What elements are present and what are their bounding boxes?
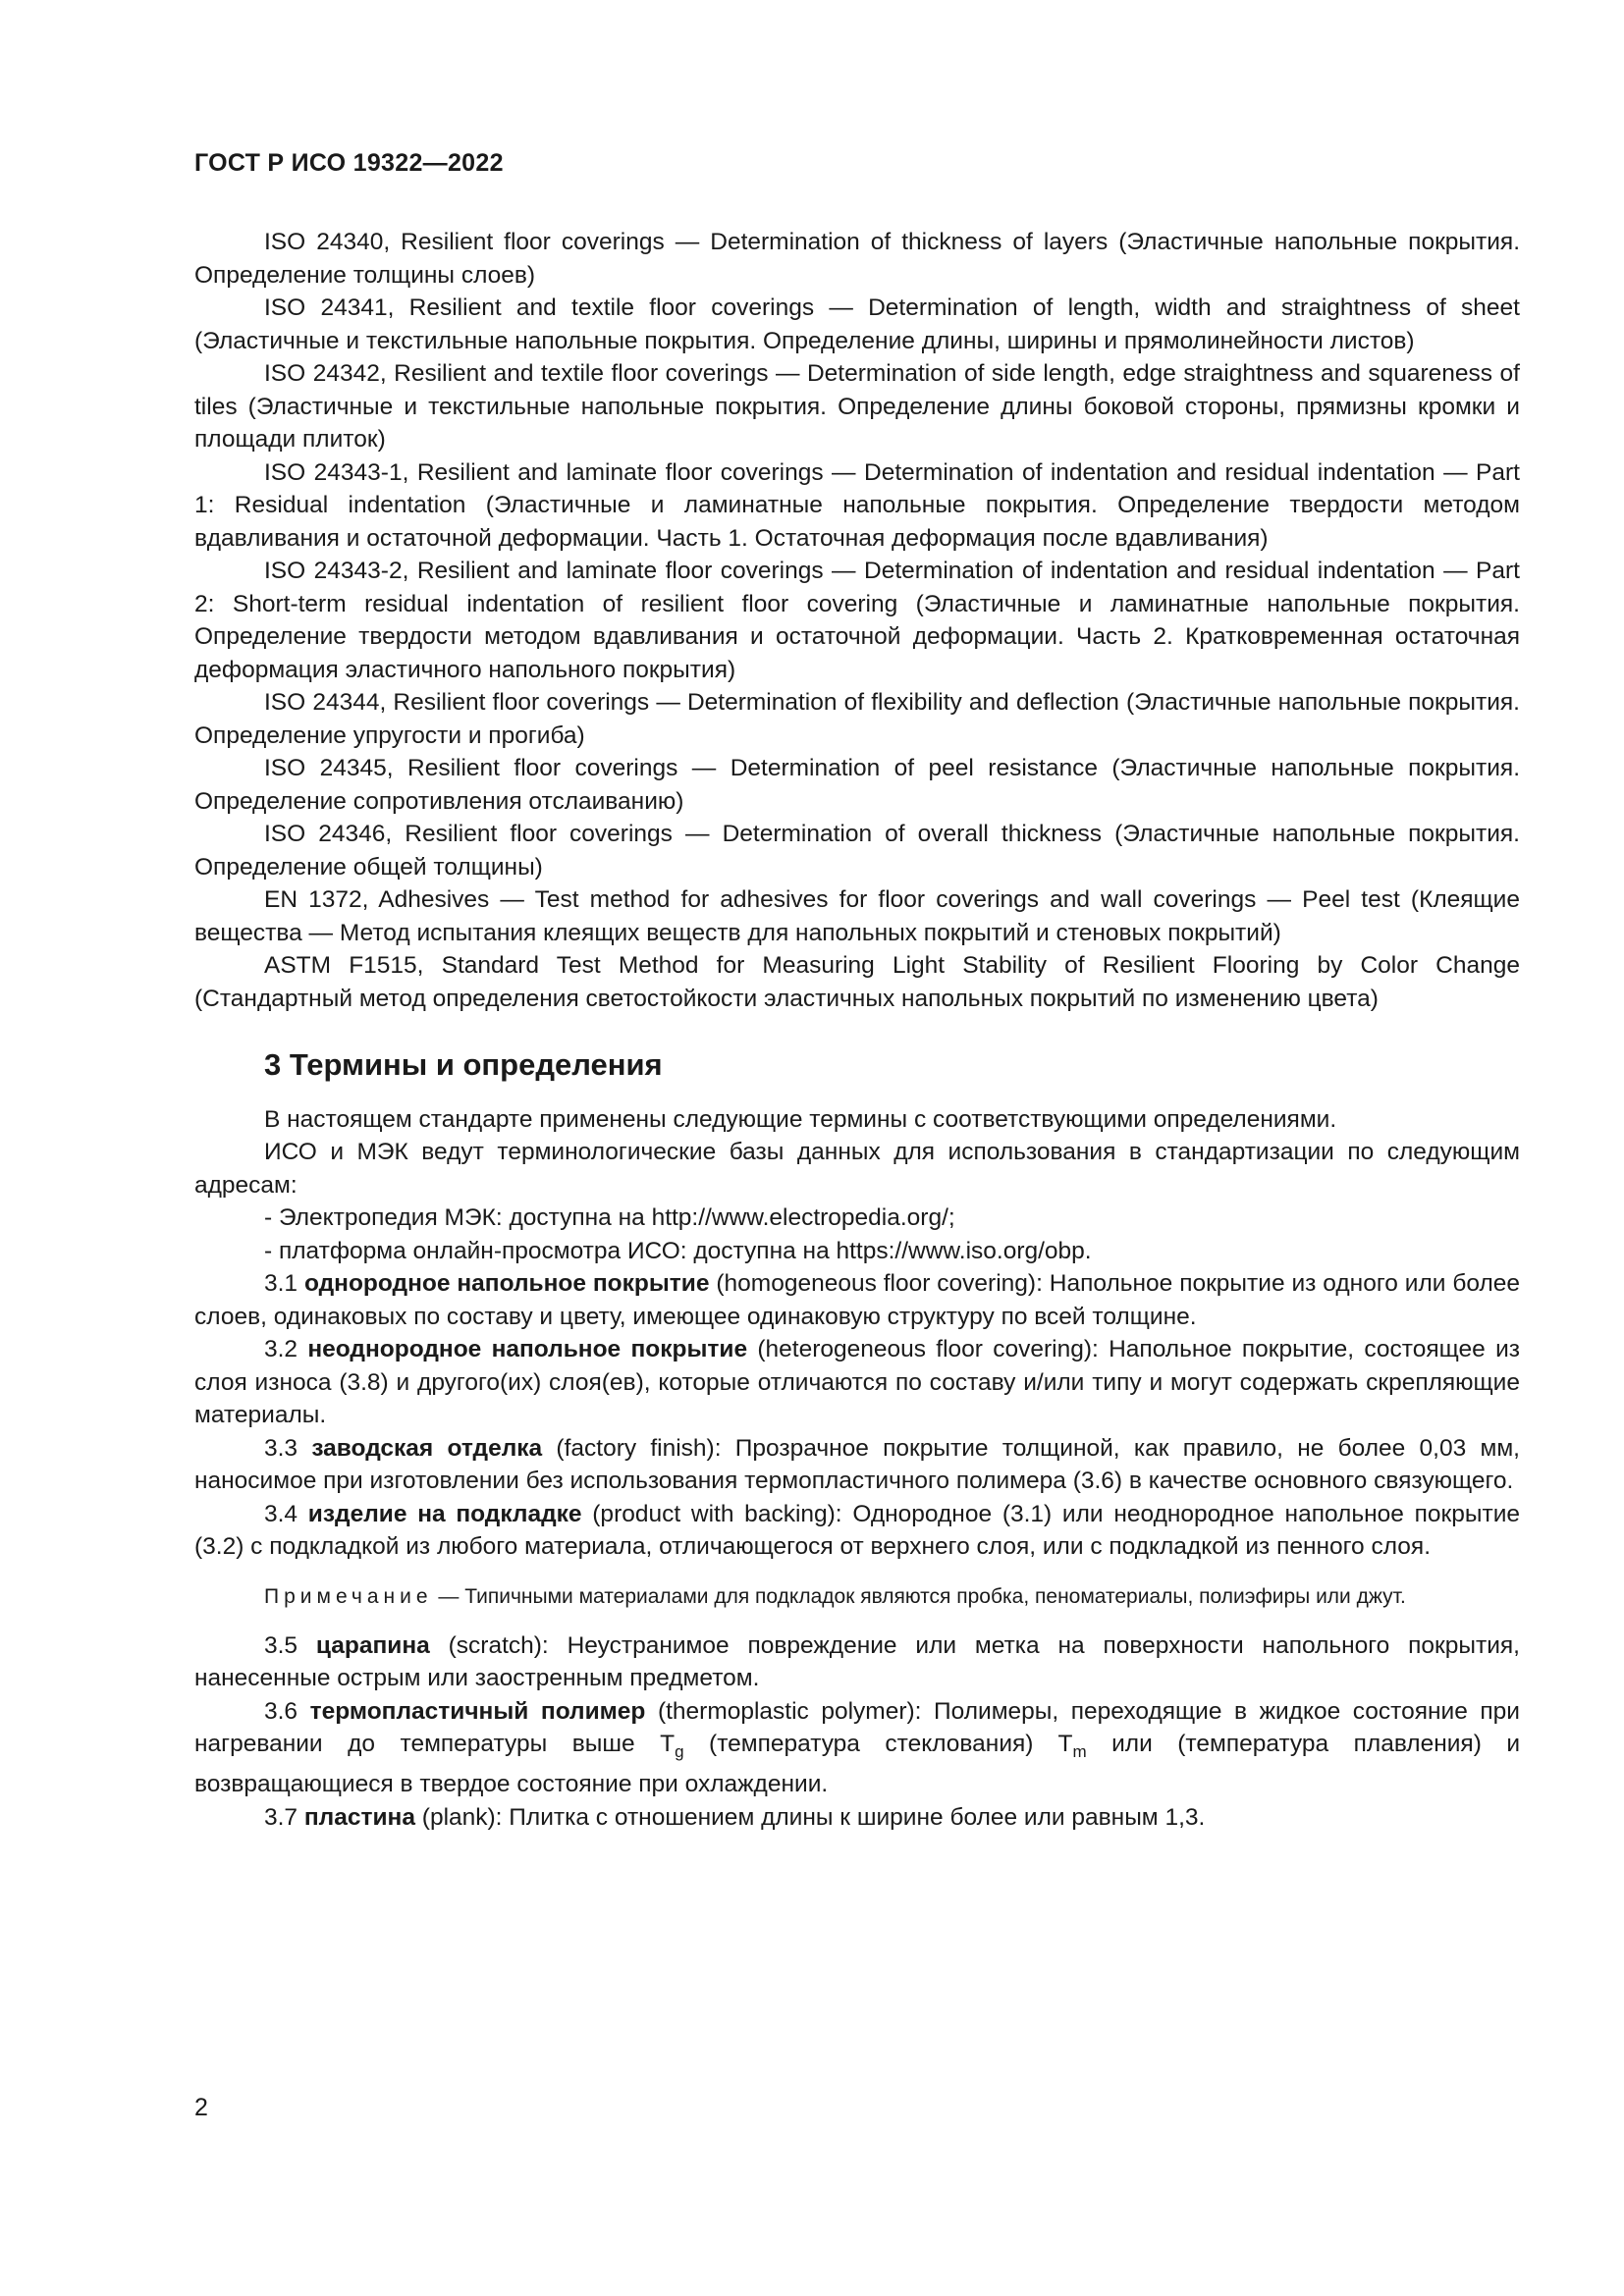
reference-item: ISO 24346, Resilient floor coverings — Determination of overall thickness (Эластичные напольные покрытия. Определение общей толщины) xyxy=(194,821,1520,881)
term-number: 3.1 xyxy=(264,1270,298,1297)
page-number: 2 xyxy=(194,2094,208,2121)
term-number: 3.4 xyxy=(264,1500,298,1527)
term-name: однородное напольное покрытие xyxy=(303,1270,710,1297)
section-intro: ИСО и МЭК ведут терминологические базы данных для использования в стандартизации по следующим адресам: xyxy=(194,1139,1520,1199)
term-text: (температура стеклования) T xyxy=(683,1731,1073,1757)
page-content xyxy=(194,226,1520,1834)
reference-item: ASTM F1515, Standard Test Method for Measuring Light Stability of Resilient Flooring by Color Change (Стандартный метод определения светостойкости эластичных напольных покрытий по изменению цвета) xyxy=(194,952,1520,1012)
term-number: 3.2 xyxy=(264,1336,298,1362)
term-number: 3.7 xyxy=(264,1803,298,1831)
term-definition xyxy=(194,1629,1520,1695)
term-number: 3.6 xyxy=(264,1697,298,1725)
term-definition xyxy=(194,1333,1520,1432)
term-definition xyxy=(194,1267,1520,1333)
term-text: (heterogeneous floor covering): Напольное покрытие, состоящее из слоя износа (3.8) и другого(их) слоя(ев), которые отличаются по составу и/или типу и могут содержать скрепляющие материалы. xyxy=(194,1336,1520,1428)
term-text: (thermoplastic polymer): Полимеры, переходящие в жидкое состояние при нагревании до температуры выше T xyxy=(194,1697,1520,1757)
term-text: или (температура плавления) и возвращающиеся в твердое состояние при охлаждении. xyxy=(194,1731,1521,1798)
list-item: - платформа онлайн-просмотра ИСО: доступна на https://www.iso.org/obp. xyxy=(264,1237,1092,1264)
section-heading: 3 Термины и определения xyxy=(264,1047,663,1082)
reference-item: ISO 24345, Resilient floor coverings — Determination of peel resistance (Эластичные напольные покрытия. Определение сопротивления отслаиванию) xyxy=(194,755,1520,815)
term-text: (product with backing): Однородное (3.1) или неоднородное напольное покрытие (3.2) с подкладкой из любого материала, отличающегося от верхнего слоя, или с подкладкой из пенного слоя. xyxy=(194,1500,1521,1560)
term-name: заводская отделка xyxy=(311,1434,543,1462)
term-name: неоднородное напольное покрытие xyxy=(307,1336,748,1362)
term-text: (scratch): Неустранимое повреждение или метка на поверхности напольного покрытия, нанесенные острым или заостренным предметом. xyxy=(194,1631,1520,1691)
reference-item: ISO 24341, Resilient and textile floor coverings — Determination of length, width and straightness of sheet (Эластичные и текстильные напольные покрытия. Определение длины, ширины и прямолинейности листов) xyxy=(194,294,1520,354)
note-text: — Типичными материалами для подкладок являются пробка, пеноматериалы, полиэфиры или джут. xyxy=(432,1584,1406,1608)
reference-item: ISO 24343-1, Resilient and laminate floor coverings — Determination of indentation and residual indentation — Part 1: Residual indentation (Эластичные и ламинатные напольные покрытия. Определение твердости методом вдавливания и остаточной деформации. Часть 1. Остаточная деформация после вдавливания) xyxy=(194,458,1520,552)
note-label: Примечание xyxy=(264,1584,433,1608)
references-list xyxy=(194,226,1520,1015)
reference-item: ISO 24344, Resilient floor coverings — Determination of flexibility and deflection (Эластичные напольные покрытия. Определение упругости и прогиба) xyxy=(194,689,1520,749)
section-intro: В настоящем стандарте применены следующие термины с соответствующими определениями. xyxy=(264,1105,1337,1133)
term-text: (homogeneous floor covering): Напольное покрытие из одного или более слоев, одинаковых по составу и цвету, имеющее одинаковую структуру по всей толщине. xyxy=(194,1270,1520,1330)
term-name: термопластичный полимер xyxy=(309,1697,646,1725)
subscript: g xyxy=(675,1741,684,1761)
term-definition xyxy=(194,1432,1520,1498)
term-number: 3.3 xyxy=(264,1434,298,1462)
term-text: (plank): Плитка с отношением длины к ширине более или равным 1,3. xyxy=(414,1803,1206,1831)
document-header: ГОСТ Р ИСО 19322—2022 xyxy=(194,149,504,177)
reference-item: ISO 24342, Resilient and textile floor coverings — Determination of side length, edge straightness and squareness of tiles (Эластичные и текстильные напольные покрытия. Определение длины боковой стороны, прямизны кромки и площади плиток) xyxy=(194,360,1520,453)
reference-item: ISO 24340, Resilient floor coverings — Determination of thickness of layers (Эластичные напольные покрытия. Определение толщины слоев) xyxy=(194,229,1520,289)
term-definition xyxy=(194,1695,1520,1801)
term-name: изделие на подкладке xyxy=(307,1500,582,1527)
term-number: 3.5 xyxy=(264,1631,298,1659)
subscript: m xyxy=(1072,1741,1087,1761)
term-name: царапина xyxy=(315,1631,430,1659)
term-text: (factory finish): Прозрачное покрытие толщиной, как правило, не более 0,03 мм, наносимое при изготовлении без использования термопластичного полимера (3.6) в качестве основного связующего. xyxy=(194,1434,1520,1494)
note xyxy=(194,1581,1520,1612)
term-definition xyxy=(194,1498,1520,1564)
list-item: - Электропедия МЭК: доступна на http://www.electropedia.org/; xyxy=(264,1204,955,1231)
term-definition xyxy=(194,1801,1520,1835)
term-name: пластина xyxy=(303,1803,415,1831)
reference-item: ISO 24343-2, Resilient and laminate floor coverings — Determination of indentation and residual indentation — Part 2: Short-term residual indentation of resilient floor covering (Эластичные и ламинатные напольные покрытия. Определение твердости методом вдавливания и остаточной деформации. Часть 2. Кратковременная остаточная деформация эластичного напольного покрытия) xyxy=(194,558,1520,683)
reference-item: EN 1372, Adhesives — Test method for adhesives for floor coverings and wall coverings — Peel test (Клеящие вещества — Метод испытания клеящих веществ для напольных покрытий и стеновых покрытий) xyxy=(194,886,1520,946)
